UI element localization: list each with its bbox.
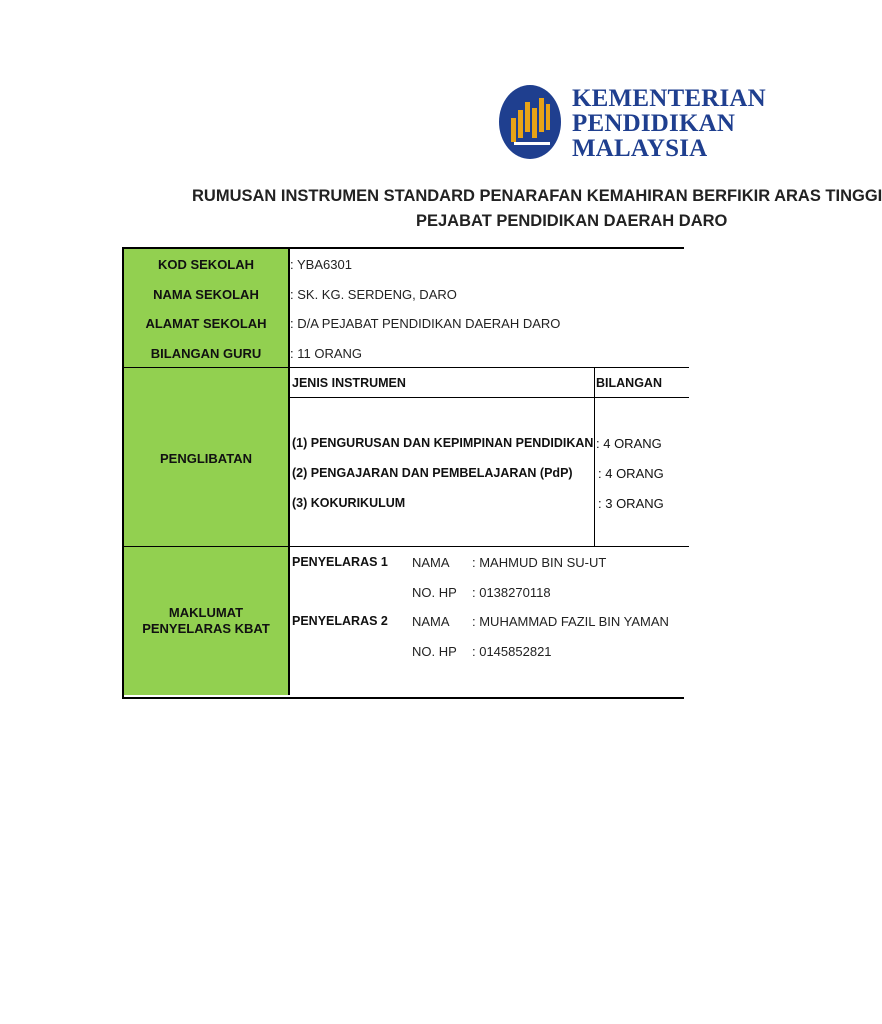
alamat-sekolah-value: : D/A PEJABAT PENDIDIKAN DAERAH DARO <box>290 316 561 331</box>
divider <box>289 367 689 368</box>
penyelaras-2-hp-value: : 0145852821 <box>472 644 552 659</box>
alamat-sekolah-label: ALAMAT SEKOLAH <box>145 316 267 331</box>
maklumat-penyelaras-label <box>124 605 288 637</box>
ministry-logo <box>499 84 799 164</box>
bilangan-guru-value: : 11 ORANG <box>290 346 363 361</box>
divider <box>289 546 689 547</box>
penyelaras-1-hp-label: NO. HP <box>412 585 457 600</box>
instrumen-item: (3) KOKURIKULUM <box>292 496 406 510</box>
divider <box>289 397 689 398</box>
penyelaras-1-nama-value: : MAHMUD BIN SU-UT <box>472 555 607 570</box>
penyelaras-1-title: PENYELARAS 1 <box>292 555 388 569</box>
kod-sekolah-value: : YBA6301 <box>290 257 352 272</box>
bilangan-guru-label: BILANGAN GURU <box>150 346 262 361</box>
nama-sekolah-value: : SK. KG. SERDENG, DARO <box>290 287 457 302</box>
divider <box>594 368 595 546</box>
logo-line-3: MALAYSIA <box>572 135 708 162</box>
summary-table <box>122 247 684 699</box>
instrumen-item: (2) PENGAJARAN DAN PEMBELAJARAN (PdP) <box>292 466 573 480</box>
instrumen-count: : 3 ORANG <box>598 496 664 511</box>
jenis-instrumen-header: JENIS INSTRUMEN <box>292 376 406 390</box>
instrumen-count: : 4 ORANG <box>596 436 662 451</box>
penglibatan-label: PENGLIBATAN <box>160 451 252 466</box>
bilangan-header: BILANGAN <box>596 376 662 390</box>
maklumat-label-line-1: MAKLUMAT <box>168 605 244 620</box>
penyelaras-2-nama-value: : MUHAMMAD FAZIL BIN YAMAN <box>472 614 669 629</box>
instrumen-count: : 4 ORANG <box>598 466 664 481</box>
kod-sekolah-label: KOD SEKOLAH <box>157 257 255 272</box>
penyelaras-2-nama-label: NAMA <box>412 614 450 629</box>
penyelaras-2-hp-label: NO. HP <box>412 644 457 659</box>
kpm-emblem-icon <box>499 84 565 160</box>
instrumen-item: (1) PENGURUSAN DAN KEPIMPINAN PENDIDIKAN <box>292 436 594 450</box>
document-title: RUMUSAN INSTRUMEN STANDARD PENARAFAN KEMAHIRAN BERFIKIR ARAS TINGGI <box>192 187 882 205</box>
maklumat-label-line-2: PENYELARAS KBAT <box>142 621 270 636</box>
document-subtitle: PEJABAT PENDIDIKAN DAERAH DARO <box>416 212 728 230</box>
logo-line-2: PENDIDIKAN <box>572 110 736 137</box>
penyelaras-1-nama-label: NAMA <box>412 555 450 570</box>
penyelaras-2-title: PENYELARAS 2 <box>292 614 388 628</box>
penyelaras-1-hp-value: : 0138270118 <box>472 585 551 600</box>
nama-sekolah-label: NAMA SEKOLAH <box>153 287 259 302</box>
logo-line-1: KEMENTERIAN <box>572 85 766 112</box>
